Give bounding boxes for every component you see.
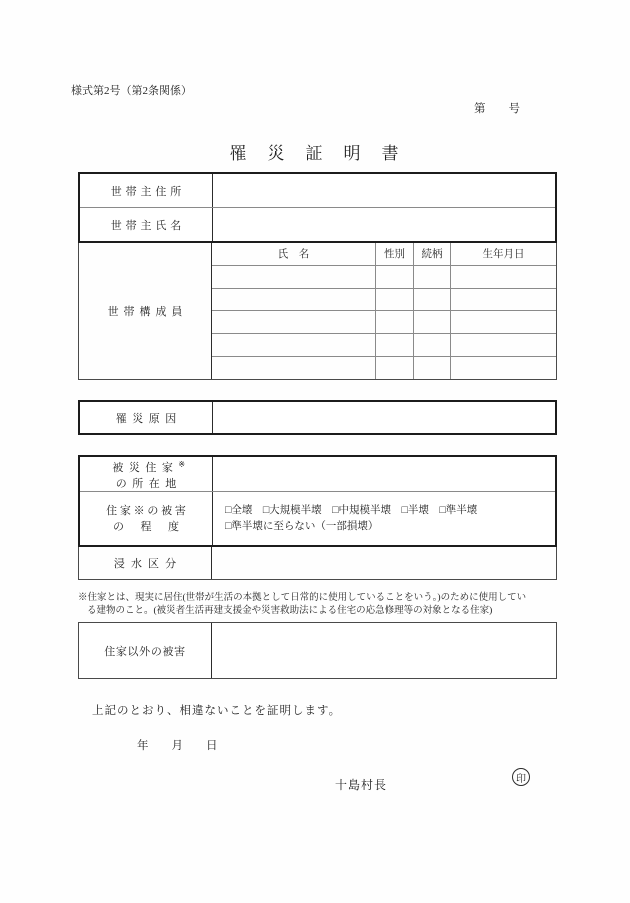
member-birthdate-cell xyxy=(451,311,556,333)
location-label-line2: の所在地 xyxy=(115,477,182,490)
member-sex-cell xyxy=(376,357,414,379)
member-sex-cell xyxy=(376,311,414,333)
flood-classification-value xyxy=(212,547,556,579)
flood-classification-row xyxy=(78,547,557,580)
other-damage-box xyxy=(78,622,557,679)
member-birthdate-cell xyxy=(451,357,556,379)
col-header-relation: 続柄 xyxy=(414,243,451,265)
household-table xyxy=(78,172,557,380)
disaster-cause-label: 罹災原因 xyxy=(80,402,213,433)
col-header-sex: 性別 xyxy=(376,243,414,265)
damaged-house-location-row xyxy=(80,457,555,492)
member-name-cell xyxy=(212,357,376,379)
damage-degree-label xyxy=(80,492,213,545)
degree-options-line1: □全壊 □大規模半壊 □中規模半壊 □半壊 □準半壊 xyxy=(225,504,478,516)
flood-classification-label: 浸水区分 xyxy=(79,547,212,579)
household-head-box xyxy=(78,172,557,243)
page-title: 罹 災 証 明 書 xyxy=(229,144,401,163)
member-birthdate-cell xyxy=(451,266,556,288)
document-number-label: 第 号 xyxy=(474,103,520,115)
member-sex-cell xyxy=(376,334,414,356)
members-header-row xyxy=(212,243,556,266)
members-grid xyxy=(212,243,556,379)
note-line2: る建物のこと。(被災者生活再建支援金や災害救助法による住宅の応急修理等の対象となる住家) xyxy=(87,606,493,616)
col-header-birthdate: 生年月日 xyxy=(482,249,525,261)
damage-degree-options xyxy=(213,492,555,545)
seal-icon: 印 xyxy=(512,768,530,786)
head-address-label: 世帯主住所 xyxy=(80,174,213,207)
member-relation-cell xyxy=(414,266,451,288)
degree-label-line1: 住家※の被害 xyxy=(106,504,189,517)
damaged-house-location-label xyxy=(80,457,213,491)
head-name-row xyxy=(80,208,555,241)
disaster-cause-value xyxy=(213,402,555,433)
member-relation-cell xyxy=(414,289,451,311)
member-name-cell xyxy=(212,311,376,333)
mayor-signature-label: 十島村長 xyxy=(335,778,388,792)
note-line1: ※住家とは、現実に居住(世帯が生活の本拠として日常的に使用していることをいう。)のために使用してい xyxy=(78,593,527,603)
col-header-name: 氏 名 xyxy=(212,243,376,265)
damaged-house-location-value xyxy=(213,457,555,491)
certification-statement: 上記のとおり、相違ないことを証明します。 xyxy=(92,705,342,717)
member-sex-cell xyxy=(376,266,414,288)
head-name-label: 世帯主氏名 xyxy=(80,208,213,241)
location-label-line1: 被災住家※ xyxy=(112,459,186,474)
members-label: 世帯構成員 xyxy=(79,243,212,379)
member-birthdate-cell xyxy=(451,289,556,311)
damage-degree-row xyxy=(80,492,555,545)
head-address-row xyxy=(80,174,555,208)
form-number-label: 様式第2号（第2条関係） xyxy=(71,85,192,97)
other-damage-value xyxy=(212,623,556,678)
household-members-section xyxy=(78,243,557,380)
degree-label-line2: の 程 度 xyxy=(113,520,182,533)
member-relation-cell xyxy=(414,357,451,379)
degree-options-line2: □準半壊に至らない（一部損壊） xyxy=(225,520,379,532)
house-definition-note xyxy=(78,592,570,618)
member-row xyxy=(212,266,556,289)
member-row xyxy=(212,289,556,312)
head-address-value xyxy=(213,174,555,207)
member-name-cell xyxy=(212,266,376,288)
member-relation-cell xyxy=(414,311,451,333)
disaster-cause-box xyxy=(78,400,557,435)
member-sex-cell xyxy=(376,289,414,311)
other-damage-label: 住家以外の被害 xyxy=(79,623,212,678)
member-row xyxy=(212,334,556,357)
member-name-cell xyxy=(212,289,376,311)
house-damage-box xyxy=(78,455,557,547)
member-row xyxy=(212,311,556,334)
member-name-cell xyxy=(212,334,376,356)
member-relation-cell xyxy=(414,334,451,356)
member-birthdate-cell xyxy=(451,334,556,356)
head-name-value xyxy=(213,208,555,241)
reference-mark: ※ xyxy=(178,459,186,469)
house-damage-table xyxy=(78,455,557,580)
date-line: 年 月 日 xyxy=(137,740,218,752)
member-row xyxy=(212,357,556,379)
